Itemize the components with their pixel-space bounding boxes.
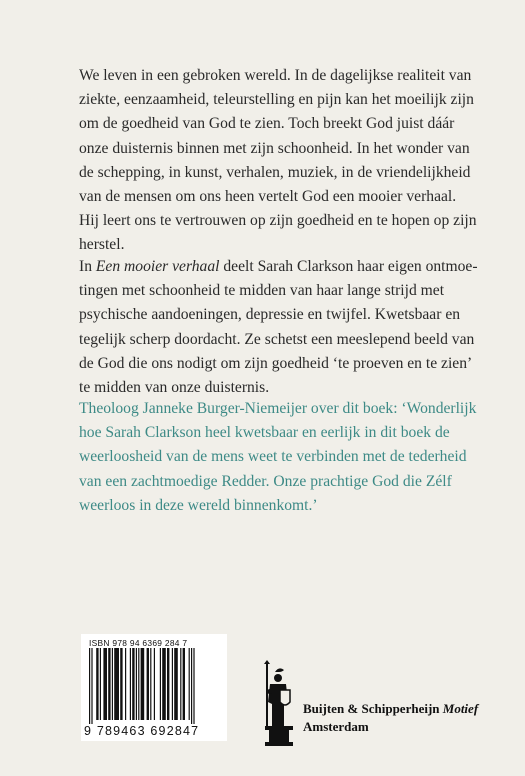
isbn-barcode bbox=[81, 634, 227, 741]
text-line: psychische aandoeningen, depressie en twijfel. Kwetsbaar en bbox=[79, 306, 461, 324]
knight-statue-icon bbox=[253, 660, 303, 746]
barcode-bar bbox=[91, 648, 92, 724]
barcode-bar bbox=[150, 648, 151, 720]
text-suffix: deelt Sarah Clarkson haar eigen ontmoe- bbox=[219, 258, 478, 275]
blurb-paragraph-2 bbox=[79, 255, 479, 400]
barcode-bar bbox=[189, 648, 190, 720]
barcode-bar bbox=[100, 648, 101, 720]
barcode-bars bbox=[87, 648, 223, 724]
barcode-bar bbox=[183, 648, 185, 720]
barcode-bar bbox=[191, 648, 192, 724]
text-line bbox=[79, 255, 479, 279]
text-line: de God die ons nodigt om zijn goedheid ‘te proeven en te zien’ bbox=[79, 354, 473, 372]
publisher-name-motif: Motief bbox=[442, 701, 479, 716]
blurb-paragraph-1 bbox=[79, 64, 479, 258]
barcode-bar bbox=[108, 648, 110, 720]
barcode-bar bbox=[103, 648, 107, 720]
text-line: tingen met schoonheid te midden van haar lange strijd met bbox=[79, 282, 445, 300]
barcode-bar bbox=[132, 648, 134, 720]
barcode-bar bbox=[154, 648, 155, 720]
publisher-name bbox=[303, 700, 478, 718]
text-line: de schepping, in kunst, verhalen, muziek, in de vriendelijkheid bbox=[79, 163, 471, 181]
barcode-bar bbox=[112, 648, 113, 720]
text-line: van de mensen om ons heen vertelt God een mooier verhaal. bbox=[79, 188, 457, 206]
text-line: Hij leert ons te vertrouwen op zijn goedheid en te hopen op zijn bbox=[79, 212, 477, 230]
barcode-bar bbox=[147, 648, 149, 720]
barcode-bar bbox=[162, 648, 166, 720]
text-line: van een zachtmoedige Redder. Onze prachtige God die Zélf bbox=[79, 472, 452, 490]
text-line: tegelijk scherp doordacht. Ze schetst een meeslepend beeld van bbox=[79, 330, 475, 348]
text-line: om de goedheid van God te zien. Toch breekt God juist dáár bbox=[79, 115, 455, 133]
text-line: We leven in een gebroken wereld. In de dagelijkse realiteit van bbox=[79, 67, 472, 84]
barcode-bar bbox=[193, 648, 194, 724]
text-line: hoe Sarah Clarkson heel kwetsbaar en eerlijk in dit boek de bbox=[79, 424, 450, 442]
endorsement-quote bbox=[79, 397, 479, 518]
barcode-bar bbox=[125, 648, 126, 720]
barcode-bar bbox=[136, 648, 137, 720]
book-title: Een mooier verhaal bbox=[95, 258, 220, 275]
barcode-digits: 9 789463 692847 bbox=[84, 724, 200, 738]
text-line: onze duisternis binnen met zijn schoonheid. In het wonder van bbox=[79, 139, 470, 157]
barcode-bar bbox=[172, 648, 173, 720]
barcode-bar bbox=[96, 648, 98, 720]
barcode-bar bbox=[180, 648, 181, 720]
text-line: weerloosheid van de mens weet te verbinden met de tederheid bbox=[79, 448, 467, 466]
text-line: te midden van onze duisternis. bbox=[79, 379, 270, 397]
barcode-bar bbox=[141, 648, 145, 720]
publisher-name-main: Buijten & Schipperheijn bbox=[303, 701, 440, 716]
publisher-imprint bbox=[303, 700, 478, 735]
barcode-bar bbox=[160, 648, 161, 720]
barcode-bar bbox=[174, 648, 178, 720]
publisher-city: Amsterdam bbox=[303, 718, 369, 734]
barcode-bar bbox=[89, 648, 90, 724]
barcode-bar bbox=[167, 648, 169, 720]
barcode-bar bbox=[130, 648, 131, 720]
barcode-bar bbox=[138, 648, 139, 720]
text-prefix: In bbox=[79, 258, 96, 275]
isbn-label: ISBN 978 94 6369 284 7 bbox=[89, 638, 188, 648]
text-line: herstel. bbox=[79, 236, 125, 254]
text-line: weerloos in deze wereld binnenkomt.’ bbox=[79, 496, 318, 514]
barcode-bar bbox=[114, 648, 119, 720]
text-line: Theoloog Janneke Burger-Niemeijer over dit boek: ‘Wonderlijk bbox=[79, 400, 477, 417]
text-line: ziekte, eenzaamheid, teleurstelling en pijn kan het moeilijk zijn bbox=[79, 91, 474, 109]
barcode-bar bbox=[120, 648, 122, 720]
